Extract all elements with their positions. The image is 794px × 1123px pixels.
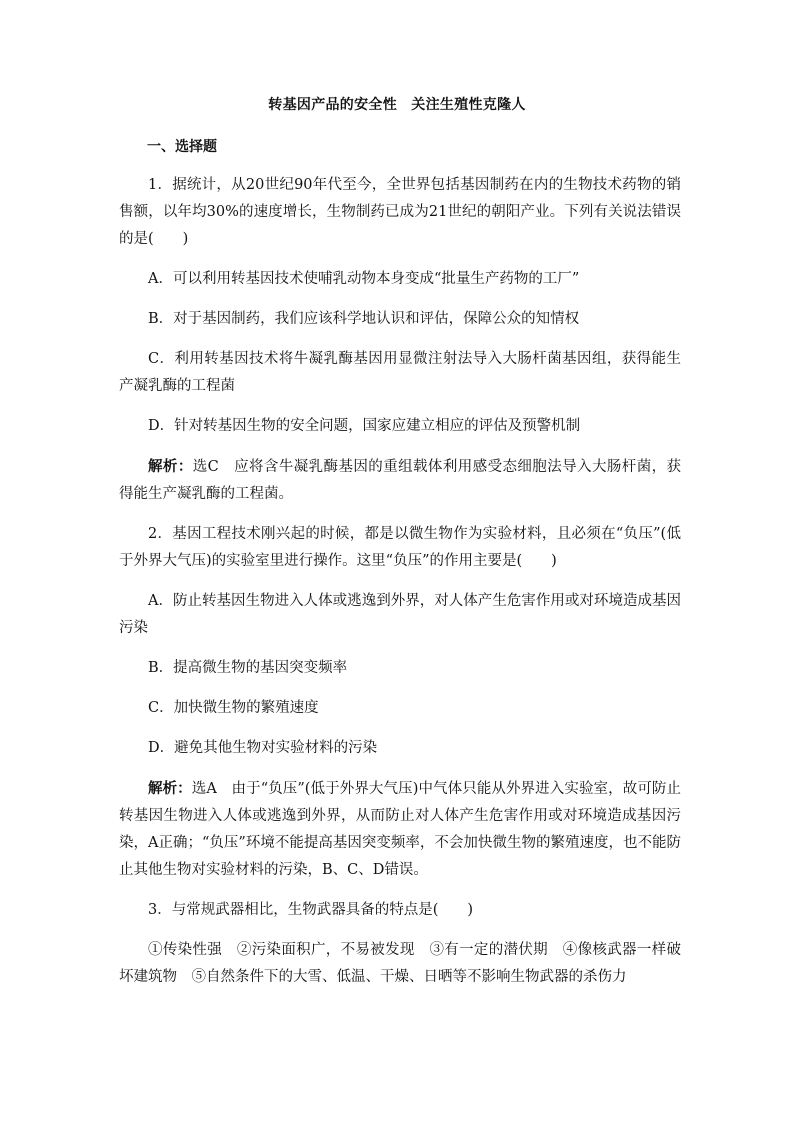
analysis-label: 解析：	[148, 458, 193, 475]
question-3-options: ①传染性强 ②污染面积广，不易被发现 ③有一定的潜伏期 ④像核武器一样破坏建筑物 ⑤自然条件下的大雪、低温、干燥、日晒等不影响生物武器的杀伤力	[119, 942, 681, 985]
question-1-option-b: B．对于基因制药，我们应该科学地认识和评估，保障公众的知情权	[148, 311, 580, 327]
question-2-analysis	[119, 775, 681, 884]
question-2-stem: 2．基因工程技术刚兴起的时候，都是以微生物作为实验材料，且必须在“负压”(低于外界大气压)的实验室里进行操作。这里“负压”的作用主要是( )	[119, 526, 681, 569]
analysis-text: 选C 应将含牛凝乳酶基因的重组载体利用感受态细胞法导入大肠杆菌，获得能生产凝乳酶的工程菌。	[119, 459, 682, 502]
page-title: 转基因产品的安全性 关注生殖性克隆人	[268, 97, 526, 113]
question-1-stem: 1．据统计，从20世纪90年代至今，全世界包括基因制药在内的生物技术药物的销售额，以年均30%的速度增长，生物制药已成为21世纪的朝阳产业。下列有关说法错误的是( )	[119, 177, 681, 247]
question-1-option-a: A．可以利用转基因技术使哺乳动物本身变成“批量生产药物的工厂”	[148, 271, 580, 287]
question-1-option-c: C．利用转基因技术将牛凝乳酶基因用显微注射法导入大肠杆菌基因组，获得能生产凝乳酶的工程菌	[119, 351, 681, 394]
analysis-text: 选A 由于“负压”(低于外界大气压)中气体只能从外界进入实验室，故可防止转基因生物进入人体或逃逸到外界，从而防止对人体产生危害作用或对环境造成基因污染，A正确；“负压”环境不能提高基因突变频率，不会加快微生物的繁殖速度，也不能防止其他生物对实验材料的污染，B、C、D错误。	[119, 781, 682, 878]
question-1-option-d: D．针对转基因生物的安全问题，国家应建立相应的评估及预警机制	[148, 418, 581, 434]
section-heading: 一、选择题	[147, 139, 217, 155]
question-2-option-c: C．加快微生物的繁殖速度	[148, 700, 319, 716]
question-2-option-d: D．避免其他生物对实验材料的污染	[148, 740, 378, 756]
question-list	[119, 172, 681, 1004]
question-2-option-a: A．防止转基因生物进入人体或逃逸到外界，对人体产生危害作用或对环境造成基因污染	[119, 593, 681, 636]
question-3-stem: 3．与常规武器相比，生物武器具备的特点是( )	[148, 902, 474, 918]
analysis-label: 解析：	[148, 780, 192, 797]
question-2-option-b: B．提高微生物的基因突变频率	[148, 660, 348, 676]
question-1-analysis	[119, 453, 681, 508]
